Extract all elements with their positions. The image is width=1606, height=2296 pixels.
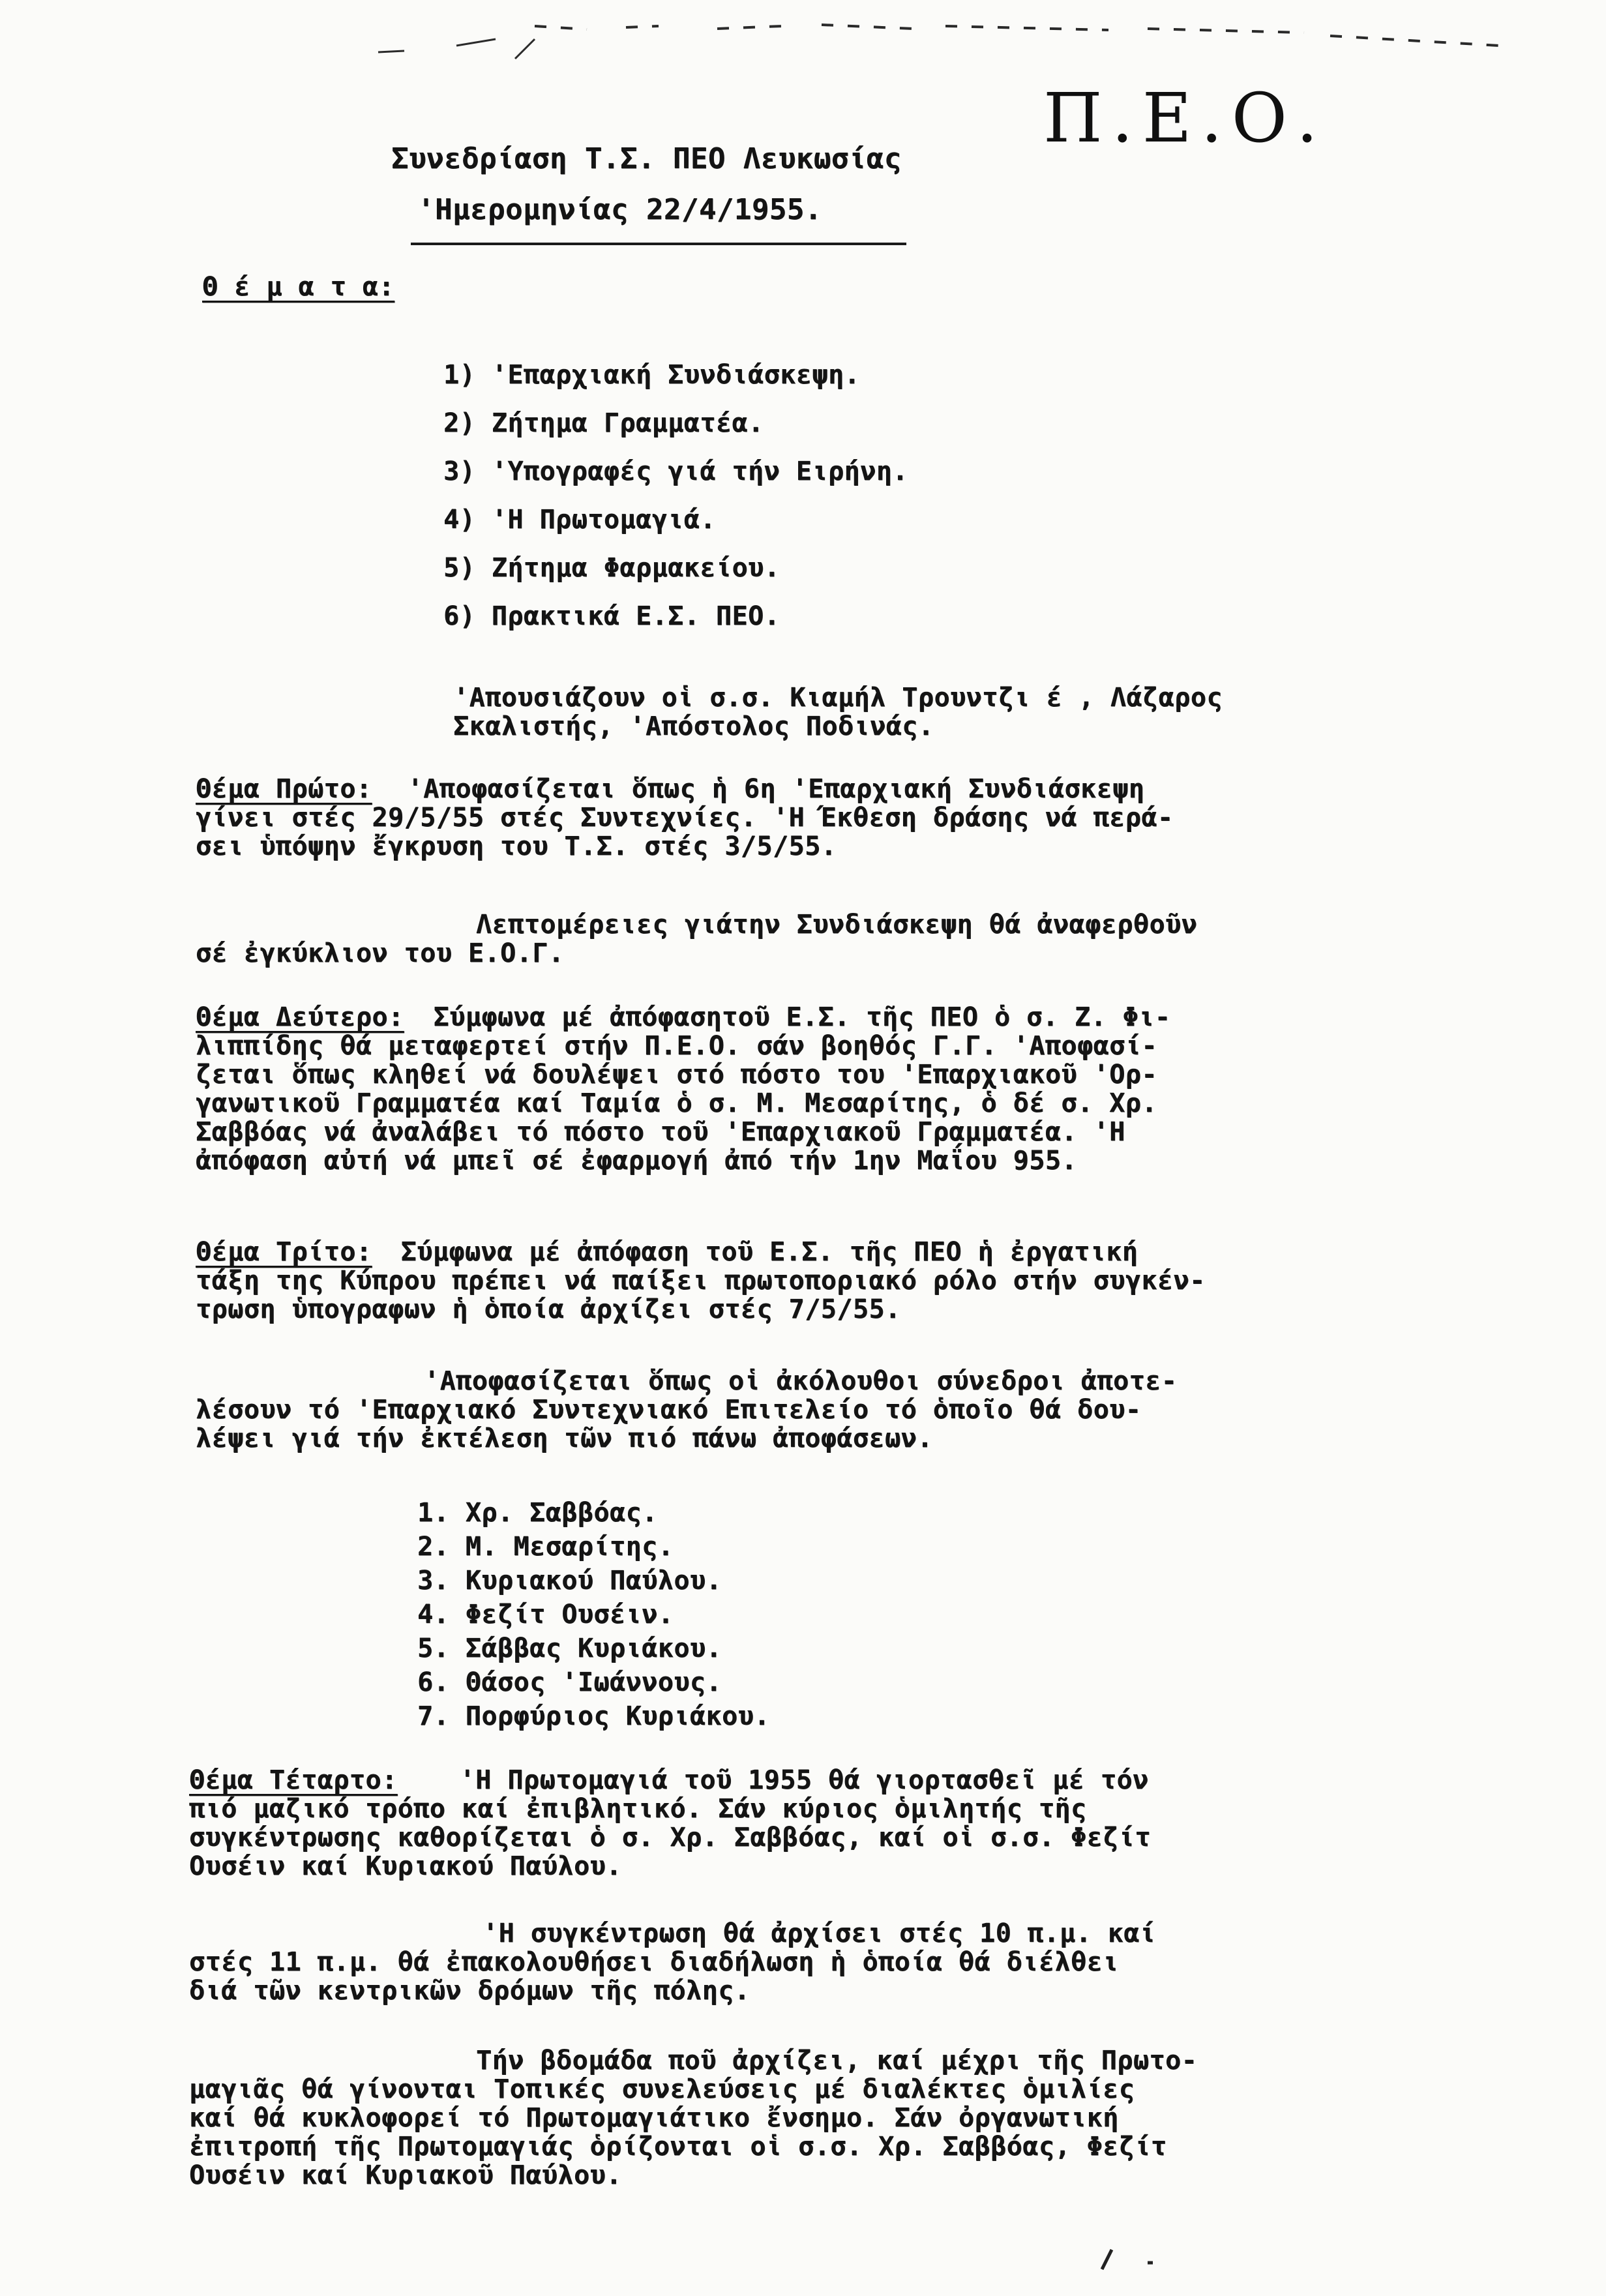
agenda-item: 1) 'Επαρχιακή Συνδιάσκεψη. xyxy=(443,360,861,390)
topic-4-para2-line: στές 11 π.μ. θά ἐπακολουθήσει διαδήλωση ἡ ὁποία θά διέλθει xyxy=(189,1947,1119,1977)
handwritten-peo-mark: Π.Ε.Ο. xyxy=(1043,78,1328,158)
member-list-item: 3. Κυριακού Παύλου. xyxy=(417,1566,722,1596)
agenda-item: 6) Πρακτικά Ε.Σ. ΠΕΟ. xyxy=(443,601,781,631)
scan-noise-marks-bottom xyxy=(1076,2243,1271,2282)
agenda-heading: Θ έ μ α τ α: xyxy=(202,272,394,302)
header-title: Συνεδρίαση Τ.Σ. ΠΕΟ Λευκωσίας xyxy=(391,142,902,175)
topic-4-para2-line: διά τῶν κεντρικῶν δρόμων τῆς πόλης. xyxy=(189,1976,751,2006)
topic-4-label: Θέμα Τέταρτο: xyxy=(189,1765,398,1795)
topic-2-line: λιππίδης θά μεταφερτεί στήν Π.Ε.Ο. σάν βοηθός Γ.Γ. 'Αποφασί- xyxy=(196,1031,1157,1061)
topic-1-label: Θέμα Πρώτο: xyxy=(196,774,372,804)
topic-3-line: τρωση ὑπογραφων ἡ ὁποία ἀρχίζει στές 7/5/55. xyxy=(196,1294,901,1324)
member-list-item: 7. Πορφύριος Κυριάκου. xyxy=(417,1701,770,1731)
member-list-item: 5. Σάββας Κυριάκου. xyxy=(417,1633,722,1663)
topic-2-label: Θέμα Δεύτερο: xyxy=(196,1002,404,1032)
member-list-item: 2. Μ. Μεσαρίτης. xyxy=(417,1532,674,1562)
topic-1-para2-line: Λεπτομέρειες γιάτην Συνδιάσκεψη θά ἀναφερθοῦν xyxy=(476,910,1198,940)
topic-4-line: 'Η Πρωτομαγιά τοῦ 1955 θά γιορτασθεῖ μέ τόν xyxy=(443,1765,1149,1795)
topic-3-line: τάξη της Κύπρου πρέπει νά παίξει πρωτοποριακό ρόλο στήν συγκέν- xyxy=(196,1266,1206,1296)
agenda-item: 5) Ζήτημα Φαρμακείου. xyxy=(443,553,781,583)
agenda-item: 3) 'Υπογραφές γιά τήν Ειρήνη. xyxy=(443,456,908,486)
absent-line: Σκαλιστής, 'Απόστολος Ποδινάς. xyxy=(453,711,934,741)
topic-3-label: Θέμα Τρίτο: xyxy=(196,1237,372,1267)
topic-3-para2-line: λέψει γιά τήν ἐκτέλεση τῶν πιό πάνω ἀποφάσεων. xyxy=(196,1424,933,1454)
topic-4-line: πιό μαζικό τρόπο καί ἐπιβλητικό. Σάν κύριος ὁμιλητής τῆς xyxy=(189,1794,1087,1824)
absent-line: 'Απουσιάζουν οἱ σ.σ. Κιαμήλ Τρουντζι έ , Λάζαρος xyxy=(453,683,1223,713)
topic-1-line: γίνει στές 29/5/55 στές Συντεχνίες. 'Η Έκθεση δράσης νά περά- xyxy=(196,803,1174,833)
agenda-item: 4) 'Η Πρωτομαγιά. xyxy=(443,505,716,535)
header-rule xyxy=(411,243,906,245)
agenda-item: 2) Ζήτημα Γραμματέα. xyxy=(443,408,764,438)
topic-4-para3-line: μαγιᾶς θά γίνονται Τοπικές συνελεύσεις μέ διαλέκτες ὁμιλίες xyxy=(189,2074,1135,2104)
topic-2-line: γανωτικοῦ Γραμματέα καί Ταμία ὁ σ. Μ. Μεσαρίτης, ὁ δέ σ. Χρ. xyxy=(196,1088,1157,1118)
topic-4-line: Ουσέιν καί Κυριακού Παύλου. xyxy=(189,1851,622,1881)
topic-3-line: Σύμφωνα μέ ἀπόφαση τοῦ Ε.Σ. τῆς ΠΕΟ ἡ ἐργατική xyxy=(385,1237,1138,1267)
topic-4-para3-line: Ουσέιν καί Κυριακοῦ Παύλου. xyxy=(189,2160,622,2190)
topic-3-para2-line: λέσουν τό 'Επαρχιακό Συντεχνιακό Επιτελείο τό ὁποῖο θά δου- xyxy=(196,1395,1142,1425)
topic-2-line: Σύμφωνα μέ ἀπόφασητοῦ Ε.Σ. τῆς ΠΕΟ ὁ σ. Ζ. Φι- xyxy=(417,1002,1171,1032)
topic-4-line: συγκέντρωσης καθορίζεται ὁ σ. Χρ. Σαββόας, καί οἱ σ.σ. Φεζίτ xyxy=(189,1823,1151,1853)
topic-1-line: 'Αποφασίζεται ὅπως ἡ 6η 'Επαρχιακή Συνδιάσκεψη xyxy=(391,774,1145,804)
topic-2-line: Σαββόας νά ἀναλάβει τό πόστο τοῦ 'Επαρχιακοῦ Γραμματέα. 'Η xyxy=(196,1117,1125,1147)
topic-4-para2-line: 'Η συγκέντρωση θά ἀρχίσει στές 10 π.μ. καί xyxy=(483,1918,1156,1948)
topic-4-para3-line: ἐπιτροπή τῆς Πρωτομαγιάς ὁρίζονται οἱ σ.σ. Χρ. Σαββόας, Φεζίτ xyxy=(189,2132,1167,2162)
member-list-item: 6. Θάσος 'Ιωάννους. xyxy=(417,1667,722,1697)
topic-4-para3-line: Τήν βδομάδα ποῦ ἀρχίζει, καί μέχρι τῆς Πρωτο- xyxy=(476,2046,1198,2076)
member-list-item: 4. Φεζίτ Ουσέιν. xyxy=(417,1600,674,1630)
topic-4-para3-line: καί θά κυκλοφορεί τό Πρωτομαγιάτικο ἔνσημο. Σάν ὀργανωτική xyxy=(189,2103,1119,2133)
topic-1-para2-line: σέ ἐγκύκλιον του Ε.Ο.Γ. xyxy=(196,938,565,968)
scan-noise-marks xyxy=(0,0,1606,91)
member-list-item: 1. Χρ. Σαββόας. xyxy=(417,1498,658,1528)
topic-2-line: ἀπόφαση αὐτή νά μπεῖ σέ ἐφαρμογή ἀπό τήν 1ην Μαΐου 955. xyxy=(196,1146,1078,1176)
topic-3-para2-line: 'Αποφασίζεται ὅπως οἱ ἀκόλουθοι σύνεδροι ἀποτε- xyxy=(424,1366,1178,1396)
topic-1-line: σει ὑπόψην ἔγκρυση του Τ.Σ. στές 3/5/55. xyxy=(196,831,837,861)
header-date: 'Ημερομηνίας 22/4/1955. xyxy=(417,193,822,226)
topic-2-line: ζεται ὅπως κληθεί νά δουλέψει στό πόστο του 'Επαρχιακοῦ 'Ορ- xyxy=(196,1060,1157,1090)
